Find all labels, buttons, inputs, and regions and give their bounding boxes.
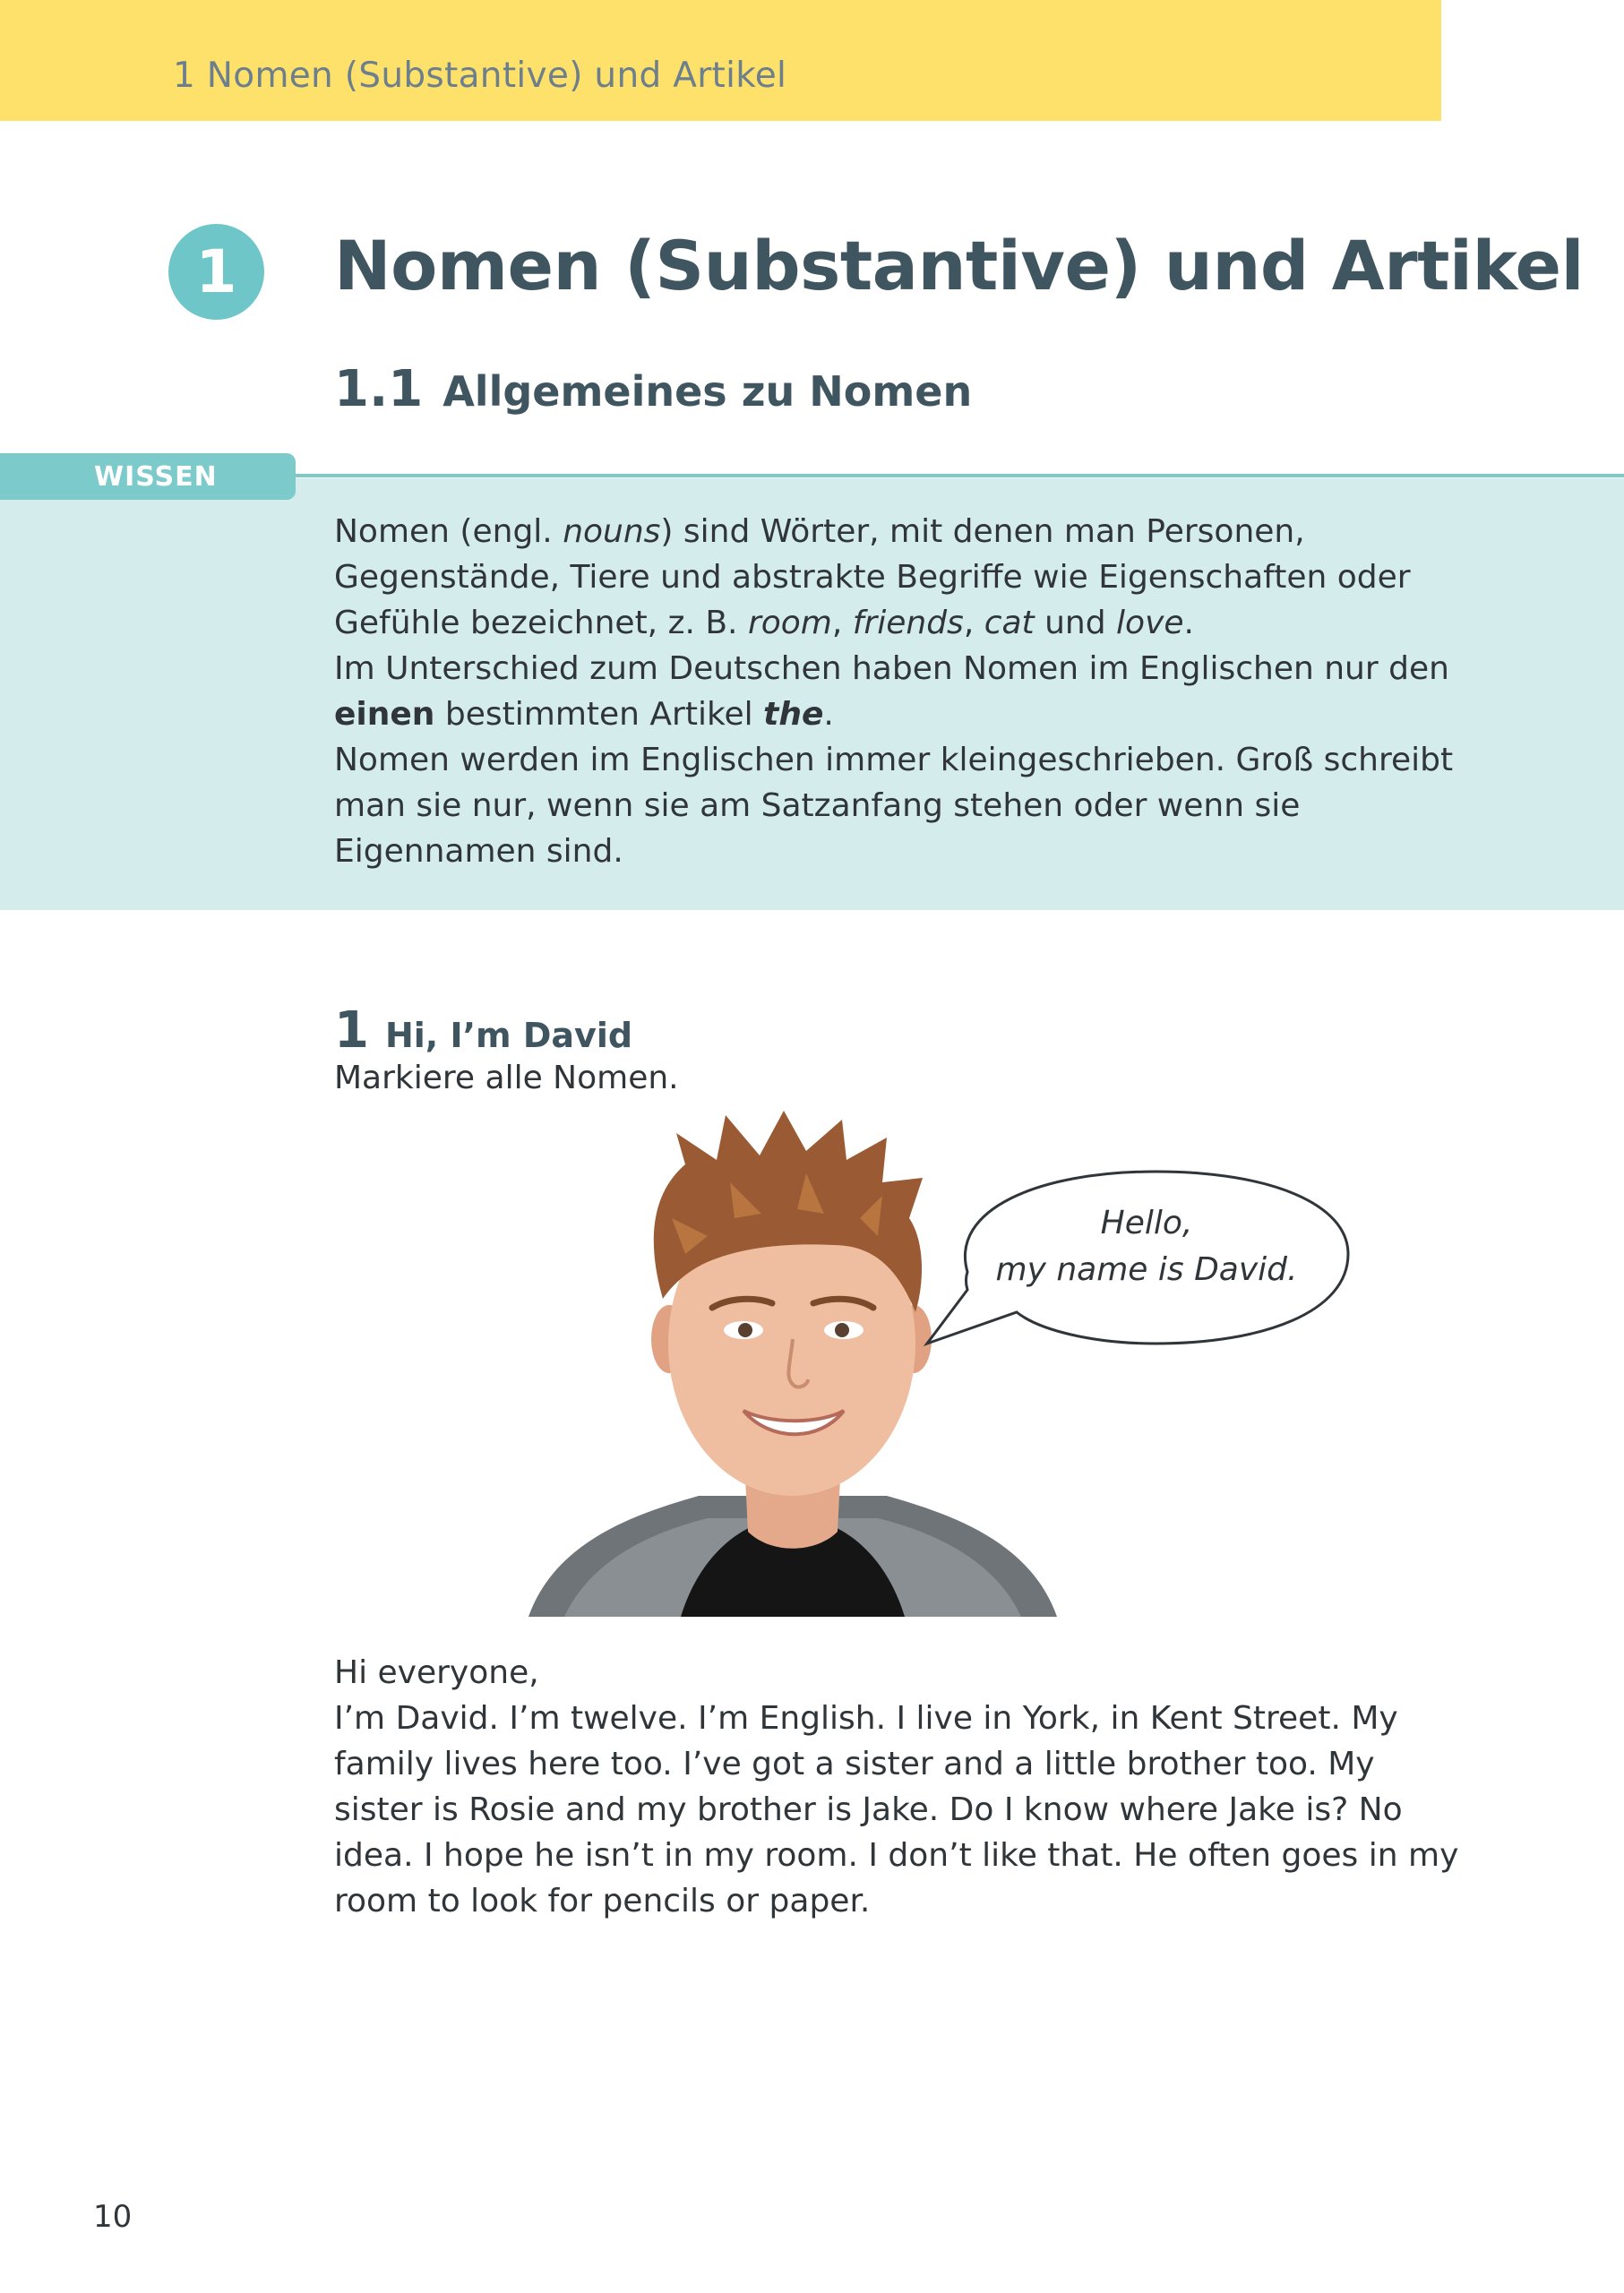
text-span-bold: einen [334,696,435,733]
wissen-label: WISSEN [94,461,218,493]
text-span-italic: love [1116,605,1184,641]
text-span: . [1183,605,1194,641]
section-number: 1.1 [334,360,424,418]
text-span-italic: room [747,605,832,641]
wissen-text [334,509,1463,874]
exercise-heading [334,1001,632,1060]
text-span: , [831,605,853,641]
speech-bubble-line: Hello, [1100,1205,1193,1241]
text-span: . [823,696,834,733]
wissen-paragraph-1 [334,509,1463,646]
letter-greeting: Hi everyone, [334,1654,539,1691]
wissen-divider [296,474,1624,477]
text-span-bold-italic: the [763,696,824,733]
exercise-text [334,1650,1463,1924]
section-heading [334,360,972,418]
wissen-paragraph-2 [334,646,1463,737]
speech-bubble-line: my name is David. [995,1251,1298,1288]
text-span: und [1034,605,1117,641]
section-title: Allgemeines zu Nomen [443,367,973,416]
letter-body: I’m David. I’m twelve. I’m English. I live in York, in Kent Street. My family lives here too. I’ve got a sister and a little brother too. My sister is Rosie and my brother is Jake. Do I know where Jake is? No idea. I hope he isn’t in my room. I don’t like that. He often goes in my room to look for pencils or paper. [334,1700,1459,1919]
page-number: 10 [93,2199,133,2235]
text-span: bestimmten Artikel [434,696,764,733]
text-span: Nomen (engl. [334,513,563,550]
text-span-italic: cat [984,605,1035,641]
exercise-title: Hi, I’m David [384,1016,633,1055]
exercise-number: 1 [334,1001,369,1060]
text-span: , [963,605,984,641]
chapter-number-badge: 1 [168,224,264,320]
text-span: ) sind Wörter, mit denen man Personen, Gegenstände, Tiere und abstrakte Begriffe wie Eigenschaften oder Gefühle bezeichnet, z. B. [334,513,1411,641]
running-title: 1 Nomen (Substantive) und Artikel [173,56,787,96]
wissen-paragraph-3: Nomen werden im Englischen immer kleingeschrieben. Groß schreibt man sie nur, wenn sie am Satzanfang stehen oder wenn sie Eigennamen sind. [334,742,1454,870]
text-span-italic: nouns [563,513,661,550]
text-span-italic: friends [852,605,964,641]
speech-bubble-text [954,1200,1339,1293]
exercise-instruction: Markiere alle Nomen. [334,1060,679,1096]
chapter-title: Nomen (Substantive) und Artikel [334,226,1585,305]
text-span: Im Unterschied zum Deutschen haben Nomen im Englischen nur den [334,650,1449,687]
